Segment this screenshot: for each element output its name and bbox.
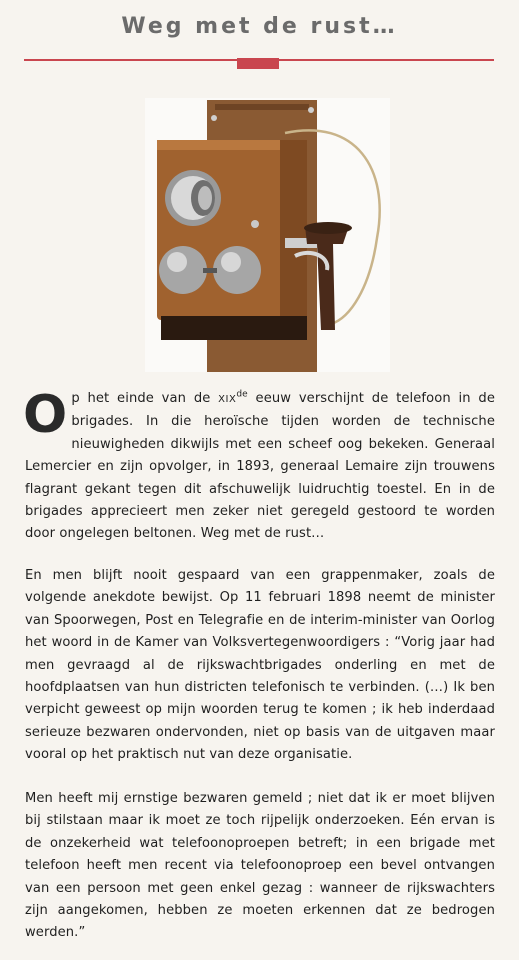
telephone-photo <box>145 98 390 372</box>
intro-paragraph <box>23 385 495 546</box>
century-suffix: de <box>236 389 248 400</box>
intro-rest: eeuw verschijnt de telefoon in de brigades. In die heroïsche tijden worden de technische nieuwigheden dikwijls met een scheef oog bekeken. Generaal Lemercier en zijn opvolger, in 1893, generaal Lemaire zijn trouwens flagrant gekant tegen dit afschuwelijk luidruchtig toestel. En in de brigades apprecieert men zeker niet geregeld gestoord te worden door ongelegen beltonen. Weg met de rust… <box>25 391 495 542</box>
intro-start: p het einde van de <box>71 391 219 406</box>
quote-paragraph <box>25 788 495 945</box>
page-title: Weg met de rust… <box>121 14 398 39</box>
drop-cap: O <box>23 385 68 445</box>
title-rule-tab <box>237 58 279 69</box>
anecdote-paragraph <box>25 565 495 767</box>
anecdote-text: En men blijft nooit gespaard van een grappenmaker, zoals de volgende anekdote bewijst. Op 11 februari 1898 neemt de minister van Spoorwegen, Post en Telegrafie en de interim-minister van Oorlog het woord in de Kamer van Volksvertegenwoordigers : “Vorig jaar had men gevraagd al de rijkswachtbrigades onderling en met de hoofdplaatsen van hun districten telefonisch te verbinden. (…) Ik ben verpicht geweest op mijn woorden terug te komen ; ik heb inderdaad serieuze bezwaren ondervonden, niet op basis van de uitgaven maar vooral op het praktisch nut van deze organisatie. <box>25 568 495 763</box>
century-numeral: XIX <box>218 394 237 405</box>
antique-telephone-illustration <box>145 98 390 372</box>
quote-text: Men heeft mij ernstige bezwaren gemeld ; niet dat ik er moet blijven bij stilstaan maar ik moet ze toch rijpelijk onderzoeken. Eén ervan is de onzekerheid wat telefoonoproepen betreft; in een brigade met telefoon heeft men recent via telefoonoproep een bevel ontvangen van een persoon met geen enkel gezag : wanneer de rijkswachters zijn aangekomen, hebben ze moeten erkennen dat ze bedrogen werden.” <box>25 791 495 941</box>
